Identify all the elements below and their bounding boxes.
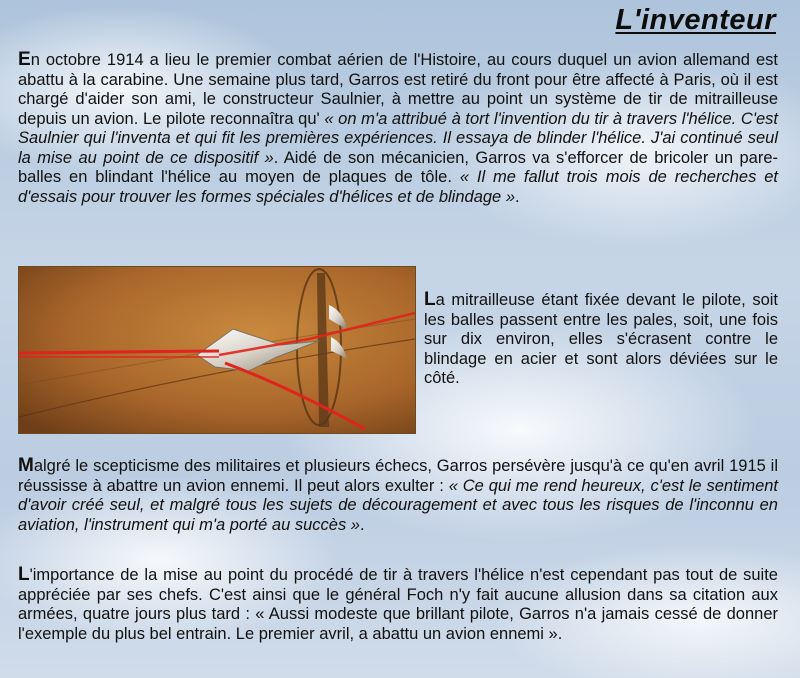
drop-letter: L xyxy=(424,289,436,310)
paragraph-text: . xyxy=(515,187,520,206)
intro-paragraph xyxy=(18,50,778,207)
illustration-caption xyxy=(424,290,778,389)
citation-paragraph xyxy=(18,565,778,644)
quote-garros: « Ce qui me rend heureux, c'est le sentiment d'avoir créé seul, et malgré tous les sujets de découragement et avec tous les risques de l'inconnu en aviation, l'instrument qui m'a porté au succès » xyxy=(18,476,779,534)
drop-letter: M xyxy=(18,455,34,476)
paragraph-text: 'importance de la mise au point du procédé de tir à travers l'hélice n'est cependant pas tout de suite appréciée par ses chefs. C'est ainsi que le général Foch n'y fait aucune allusion dans sa citation aux armées, quatre jours plus tard : « Aussi modeste que brillant pilote, Garros n'a jamais cessé de donner l'exemple du plus bel entrain. Le premier avril, a abattu un avion ennemi ». xyxy=(18,566,778,643)
paragraph-text: . xyxy=(359,515,365,534)
propeller-illustration xyxy=(18,266,416,434)
propeller-deflector-image xyxy=(19,267,415,433)
success-paragraph xyxy=(18,456,778,535)
drop-letter: E xyxy=(18,49,31,70)
paragraph-text: n octobre 1914 a lieu le premier combat aérien de l'Histoire, au cours duquel un avion allemand est abattu à la carabine. Une semaine plus tard, Garros est retiré du front pour être affecté à Paris, où il est chargé d'aider son ami, le constructeur Saulnier, à mettre au point un système de tir de mitrailleuse depuis un avion. Le pilote reconnaîtra qu' xyxy=(18,51,778,128)
quote-saulnier: « on m'a attribué à tort l'invention du tir à travers l'hélice. C'est Saulnier qui l'inventa et qui fit les premières expériences. Il essaya de blinder l'hélice. J'ai continué seul la mise au point de ce dispositif » xyxy=(18,109,778,167)
paragraph-text: algré le scepticisme des militaires et plusieurs échecs, Garros persévère jusqu'à ce qu'en avril 1915 il réussisse à abattre un avion ennemi. Il peut alors exulter : xyxy=(18,457,778,495)
drop-letter: L xyxy=(18,564,30,585)
quote-research: « Il me fallut trois mois de recherches et d'essais pour trouver les formes spéciales d'hélices et de blindage » xyxy=(18,168,778,206)
bullet-trace-incoming xyxy=(19,351,219,353)
paragraph-text: . Aidé de son mécanicien, Garros va s'efforcer de bricoler un pare-balles en blindant l'hélice au moyen de plaques de tôle. xyxy=(18,148,778,186)
page-title: L'inventeur xyxy=(615,4,776,36)
caption-text: a mitrailleuse étant fixée devant le pilote, soit les balles passent entre les pales, soit, une fois sur dix environ, elles s'écrasent contre le blindage en acier et sont alors déviées sur le côté. xyxy=(424,291,778,387)
